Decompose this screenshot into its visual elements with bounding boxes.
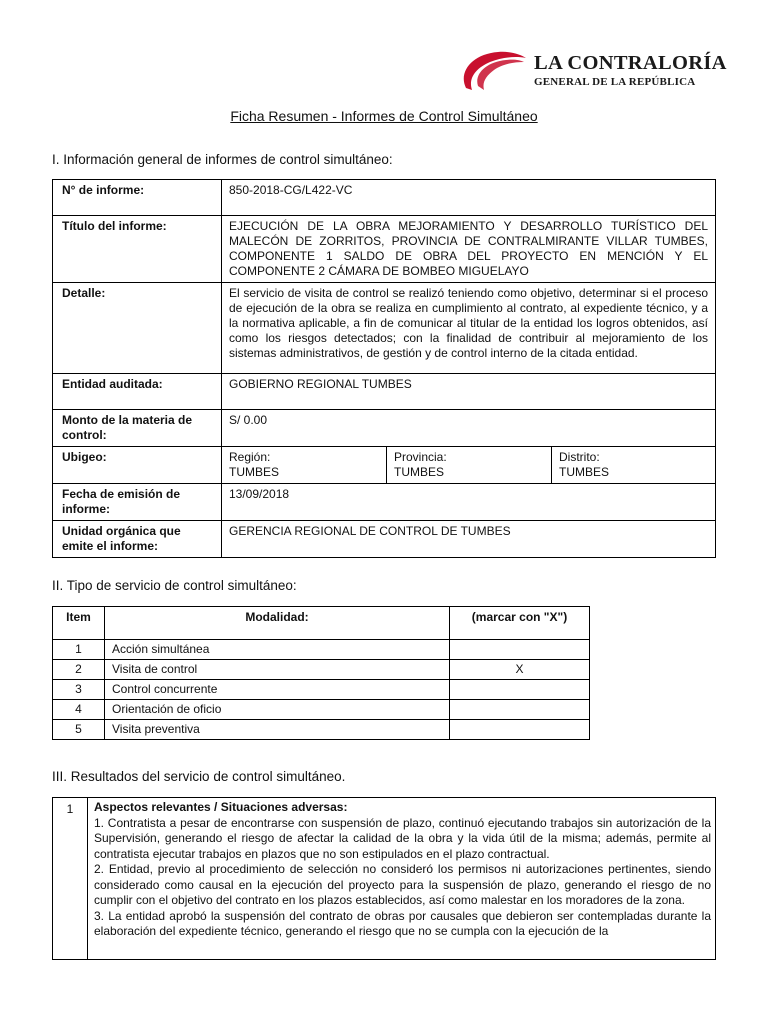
header-modalidad: Modalidad: xyxy=(105,607,450,640)
row-detail xyxy=(53,283,716,374)
value-informe-number: 850-2018-CG/L422-VC xyxy=(222,180,716,216)
value-issue-date: 13/09/2018 xyxy=(222,484,716,521)
section-3-heading: III. Resultados del servicio de control simultáneo. xyxy=(52,769,346,784)
region-value: TUMBES xyxy=(229,465,280,479)
label-report-title: Título del informe: xyxy=(53,216,222,283)
region-label: Región: xyxy=(229,450,271,464)
label-detail: Detalle: xyxy=(53,283,222,374)
value-detail: El servicio de visita de control se realizó teniendo como objetivo, determinar si el proceso de ejecución de la obra se realiza en cumplimiento al contrato, al expediente técnico, y a la normativa aplicable, a fin de comunicar al titular de la entidad los logros obtenidos, así como los riesgos detectados; con la finalidad de contribuir al mejoramiento de los sistemas administrativos, de gestión y de control interno de la citada entidad. xyxy=(222,283,716,374)
row-item: 4 xyxy=(53,700,105,720)
row-item: 1 xyxy=(53,640,105,660)
general-info-table xyxy=(52,179,716,558)
row-audited-entity xyxy=(53,374,716,410)
row-item: 5 xyxy=(53,720,105,740)
row-issuing-unit xyxy=(53,521,716,558)
row-item: 3 xyxy=(53,680,105,700)
label-issuing-unit: Unidad orgánica que emite el informe: xyxy=(53,521,222,558)
ubigeo-distrito xyxy=(552,447,716,484)
service-type-row xyxy=(53,700,590,720)
provincia-value: TUMBES xyxy=(394,465,445,479)
label-issue-date: Fecha de emisión de informe: xyxy=(53,484,222,521)
row-ubigeo xyxy=(53,447,716,484)
value-issuing-unit: GERENCIA REGIONAL DE CONTROL DE TUMBES xyxy=(222,521,716,558)
row-mark xyxy=(450,680,590,700)
row-item: 2 xyxy=(53,660,105,680)
label-amount: Monto de la materia de control: xyxy=(53,410,222,447)
results-subheading: Aspectos relevantes / Situaciones adversas: xyxy=(94,800,348,814)
ubigeo-provincia xyxy=(387,447,552,484)
logo-title: LA CONTRALORÍA xyxy=(534,52,727,74)
service-type-row xyxy=(53,720,590,740)
label-informe-number: N° de informe: xyxy=(53,180,222,216)
row-modalidad: Visita preventiva xyxy=(105,720,450,740)
ubigeo-region xyxy=(222,447,387,484)
label-ubigeo: Ubigeo: xyxy=(53,447,222,484)
row-mark xyxy=(450,720,590,740)
results-item-number: 1 xyxy=(53,798,88,960)
contraloria-emblem-icon xyxy=(458,48,530,96)
service-type-header-row xyxy=(53,607,590,640)
service-type-row xyxy=(53,660,590,680)
row-issue-date xyxy=(53,484,716,521)
value-audited-entity: GOBIERNO REGIONAL TUMBES xyxy=(222,374,716,410)
row-modalidad: Acción simultánea xyxy=(105,640,450,660)
row-mark: X xyxy=(450,660,590,680)
row-modalidad: Visita de control xyxy=(105,660,450,680)
results-table xyxy=(52,797,716,960)
row-modalidad: Orientación de oficio xyxy=(105,700,450,720)
service-type-row xyxy=(53,640,590,660)
distrito-value: TUMBES xyxy=(559,465,610,479)
header-marcar: (marcar con "X") xyxy=(450,607,590,640)
document-title: Ficha Resumen - Informes de Control Simultáneo xyxy=(230,108,538,124)
service-type-row xyxy=(53,680,590,700)
row-mark xyxy=(450,700,590,720)
row-informe-number xyxy=(53,180,716,216)
row-report-title xyxy=(53,216,716,283)
contraloria-logo xyxy=(458,48,728,96)
row-amount xyxy=(53,410,716,447)
label-audited-entity: Entidad auditada: xyxy=(53,374,222,410)
results-paragraph: 2. Entidad, previo al procedimiento de selección no consideró los permisos ni autorizaciones pertinentes, siendo considerado como causal en la ejecución del proyecto para la suspensión de plazo, generando el riesgo de no cumplir con el objetivo del contrato en los plazos establecidos, así como malestar en los moradores de la zona. xyxy=(94,862,711,907)
row-modalidad: Control concurrente xyxy=(105,680,450,700)
section-2-heading: II. Tipo de servicio de control simultáneo: xyxy=(52,578,297,593)
results-content xyxy=(88,798,716,960)
service-type-table xyxy=(52,606,590,740)
provincia-label: Provincia: xyxy=(394,450,447,464)
results-paragraph: 3. La entidad aprobó la suspensión del contrato de obras por causales que debieron ser contempladas durante la elaboración del expediente técnico, generando el riesgo que no se cumpla con la ejecución de la xyxy=(94,908,711,938)
value-report-title: EJECUCIÓN DE LA OBRA MEJORAMIENTO Y DESARROLLO TURÍSTICO DEL MALECÓN DE ZORRITOS, PROVINCIA DE CONTRALMIRANTE VILLAR TUMBES, COMPONENTE 1 SALDO DE OBRA DEL PROYECTO EN MENCIÓN Y EL COMPONENTE 2 CÁMARA DE BOMBEO MIGUELAYO xyxy=(222,216,716,283)
value-amount: S/ 0.00 xyxy=(222,410,716,447)
row-mark xyxy=(450,640,590,660)
header-item: Item xyxy=(53,607,105,640)
section-1-heading: I. Información general de informes de control simultáneo: xyxy=(52,152,393,167)
logo-subtitle: GENERAL DE LA REPÚBLICA xyxy=(534,76,696,88)
results-row xyxy=(53,798,716,960)
results-paragraph: 1. Contratista a pesar de encontrarse con suspensión de plazo, continuó ejecutando trabajos sin autorización de la Supervisión, generando el riesgo de afectar la calidad de la obra y la vida útil de la misma; además, permite al contratista ejecutar trabajos en plazos que no son estipulados en el plazo contractual. xyxy=(94,815,711,861)
distrito-label: Distrito: xyxy=(559,450,600,464)
